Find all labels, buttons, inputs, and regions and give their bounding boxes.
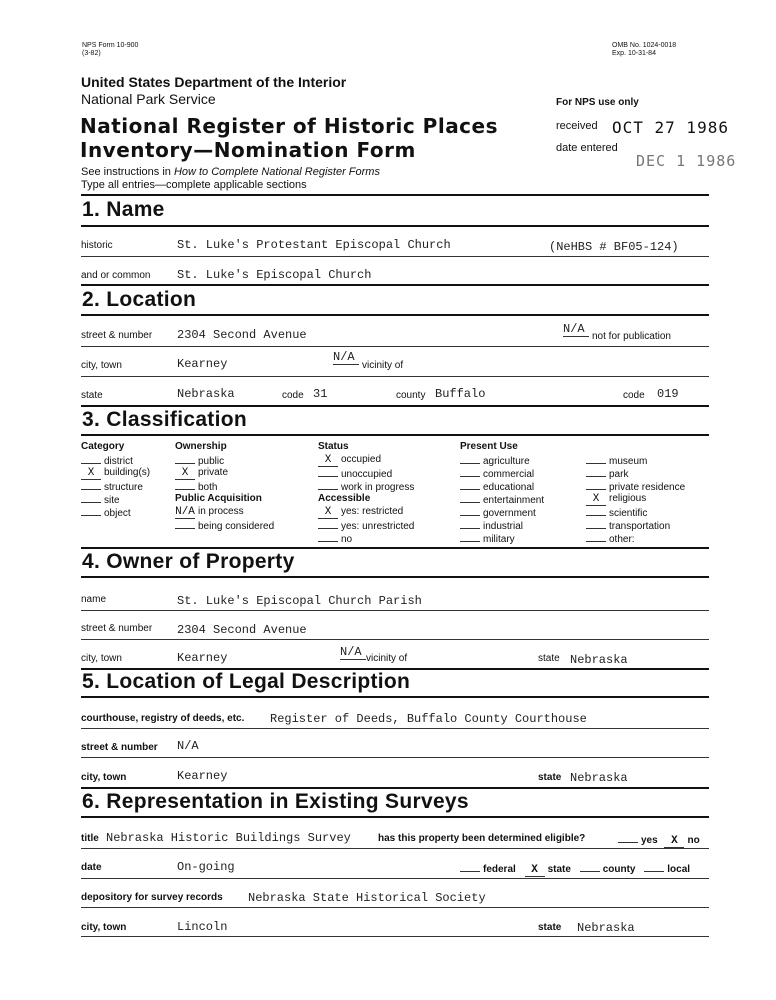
vicinity-mark: N/A xyxy=(333,350,359,365)
checkbox[interactable] xyxy=(586,454,606,464)
depository-label: depository for survey records xyxy=(81,892,223,903)
checkbox[interactable] xyxy=(318,480,338,490)
state: Nebraska xyxy=(177,387,235,401)
present-use-heading: Present Use xyxy=(460,441,518,452)
status-heading: Status xyxy=(318,441,349,452)
divider xyxy=(81,907,709,908)
depository-city: Lincoln xyxy=(177,920,228,934)
survey-date-label: date xyxy=(81,862,102,873)
checkbox[interactable]: X xyxy=(318,509,338,519)
instructions-line2: Type all entries—complete applicable sections xyxy=(81,179,307,191)
street-number-label: street & number xyxy=(81,330,153,341)
ownership-option-public[interactable] xyxy=(175,454,274,467)
owner-city: Kearney xyxy=(177,651,228,665)
checkbox[interactable]: X xyxy=(318,457,338,467)
option-label: being considered xyxy=(198,521,275,532)
option-label: museum xyxy=(609,456,648,467)
checkbox[interactable] xyxy=(460,493,480,503)
category-column xyxy=(81,441,150,519)
section1-bottom-rule xyxy=(81,225,709,227)
eligible-yes-label: yes xyxy=(641,835,658,846)
category-heading: Category xyxy=(81,441,125,452)
category-option-district[interactable] xyxy=(81,454,150,467)
checkbox[interactable] xyxy=(586,532,606,542)
option-label: commercial xyxy=(483,469,535,480)
option-label: private residence xyxy=(609,482,686,493)
checkbox[interactable] xyxy=(318,519,338,529)
acquisition-option-in-process[interactable] xyxy=(175,506,274,519)
county-code: 019 xyxy=(657,387,679,401)
option-label: unoccupied xyxy=(341,469,393,480)
checkbox[interactable] xyxy=(175,454,195,464)
category-option-structure[interactable] xyxy=(81,480,150,493)
option-label: government xyxy=(483,508,536,519)
option-label: religious xyxy=(609,493,647,504)
use-option-private-residence[interactable] xyxy=(586,480,685,493)
accessible-heading: Accessible xyxy=(318,493,371,504)
not-for-publication-mark: N/A xyxy=(563,322,589,337)
checkbox[interactable] xyxy=(586,467,606,477)
checkbox[interactable] xyxy=(460,532,480,542)
option-label: occupied xyxy=(341,454,382,465)
instructions-reference: How to Complete National Register Forms xyxy=(173,166,380,178)
option-label: other: xyxy=(609,534,635,545)
county-label: county xyxy=(396,390,426,401)
owner-street-label: street & number xyxy=(81,623,153,634)
street-address: 2304 Second Avenue xyxy=(177,328,307,342)
state-level-label: state xyxy=(547,864,571,875)
received-stamp: OCT 27 1986 xyxy=(612,118,729,137)
historic-survey-code: (NeHBS # BF05-124) xyxy=(549,240,679,254)
federal-label: federal xyxy=(483,864,516,875)
depository: Nebraska State Historical Society xyxy=(248,891,486,905)
checkbox[interactable] xyxy=(460,454,480,464)
divider xyxy=(81,376,709,377)
form-title-line1: National Register of Historic Places xyxy=(80,114,499,138)
city-town-label: city, town xyxy=(81,360,122,371)
option-label: entertainment xyxy=(483,495,545,506)
use-option-agriculture[interactable] xyxy=(460,454,544,467)
checkbox[interactable] xyxy=(460,519,480,529)
owner-name-label: name xyxy=(81,594,107,605)
county-level-label: county xyxy=(602,864,636,875)
survey-title-label: title xyxy=(81,833,99,844)
option-label: no xyxy=(341,534,353,545)
checkbox[interactable] xyxy=(460,506,480,516)
divider xyxy=(81,848,709,849)
section6-top-rule xyxy=(81,787,709,789)
option-label: industrial xyxy=(483,521,524,532)
omb-number: OMB No. 1024-0018 xyxy=(612,42,677,49)
option-label: in process xyxy=(198,506,244,517)
use-option-government[interactable] xyxy=(460,506,544,519)
state-label: state xyxy=(81,390,103,401)
courthouse-label: courthouse, registry of deeds, etc. xyxy=(81,713,245,724)
section2-heading: 2. Location xyxy=(82,288,197,311)
option-label: transportation xyxy=(609,521,671,532)
vicinity-label: vicinity of xyxy=(362,360,404,371)
present-use-column-1 xyxy=(460,441,544,545)
state-checkbox[interactable]: X xyxy=(525,867,545,877)
use-option-commercial[interactable] xyxy=(460,467,544,480)
section1-heading: 1. Name xyxy=(82,198,165,221)
accessible-option-no[interactable] xyxy=(318,532,414,545)
local-level-label: local xyxy=(667,864,691,875)
eligible-no-checkbox[interactable]: X xyxy=(664,838,684,848)
form-title-line2: Inventory—Nomination Form xyxy=(80,138,416,162)
checkbox[interactable] xyxy=(586,506,606,516)
legal-street: N/A xyxy=(177,739,199,753)
ownership-option-both[interactable] xyxy=(175,480,274,493)
date-entered-stamp: DEC 1 1986 xyxy=(636,152,737,170)
option-label: work in progress xyxy=(341,482,415,493)
county-checkbox[interactable] xyxy=(580,862,600,872)
department-name: United States Department of the Interior xyxy=(81,74,347,90)
checkbox[interactable] xyxy=(318,532,338,542)
option-label: structure xyxy=(104,482,143,493)
depository-state: Nebraska xyxy=(577,921,635,935)
section3-heading: 3. Classification xyxy=(82,408,247,431)
divider xyxy=(81,757,709,758)
federal-checkbox[interactable] xyxy=(460,862,480,872)
survey-date: On-going xyxy=(177,860,235,874)
divider xyxy=(81,639,709,640)
checkbox[interactable] xyxy=(81,480,101,490)
use-option-educational[interactable] xyxy=(460,480,544,493)
state-code: 31 xyxy=(313,387,328,401)
checkbox[interactable]: X xyxy=(586,496,606,506)
option-label: both xyxy=(198,482,218,493)
legal-state: Nebraska xyxy=(570,771,628,785)
option-label: public xyxy=(198,456,225,467)
local-checkbox[interactable] xyxy=(644,862,664,872)
city-town: Kearney xyxy=(177,357,228,371)
section3-top-rule xyxy=(81,405,709,407)
form-number: NPS Form 10-900 xyxy=(82,42,139,49)
acquisition-option-being-considered[interactable] xyxy=(175,519,274,532)
use-option-religious[interactable] xyxy=(586,493,685,506)
section4-top-rule xyxy=(81,547,709,549)
date-entered-label: date entered xyxy=(556,142,618,154)
legal-street-label: street & number xyxy=(81,742,158,753)
checkbox[interactable] xyxy=(460,480,480,490)
present-use-column-2 xyxy=(586,454,685,545)
use-option-entertainment[interactable] xyxy=(460,493,544,506)
legal-city-label: city, town xyxy=(81,772,127,783)
legal-state-label: state xyxy=(538,772,562,783)
ownership-heading: Ownership xyxy=(175,441,227,452)
courthouse-name: Register of Deeds, Buffalo County Courthouse xyxy=(270,712,587,726)
ownership-option-private[interactable] xyxy=(175,467,274,480)
option-label: scientific xyxy=(609,508,648,519)
option-label: park xyxy=(609,469,629,480)
common-name: St. Luke's Episcopal Church xyxy=(177,268,372,282)
legal-city: Kearney xyxy=(177,769,228,783)
owner-name: St. Luke's Episcopal Church Parish xyxy=(177,594,422,608)
divider xyxy=(81,256,709,257)
section4-heading: 4. Owner of Property xyxy=(82,550,295,573)
use-option-park[interactable] xyxy=(586,467,685,480)
status-option-occupied[interactable] xyxy=(318,454,414,467)
expiration: Exp. 10-31-84 xyxy=(612,50,656,57)
checkbox[interactable] xyxy=(81,454,101,464)
divider xyxy=(81,936,709,937)
instructions-line1 xyxy=(81,166,380,178)
option-label: yes: unrestricted xyxy=(341,521,415,532)
owner-city-label: city, town xyxy=(81,653,122,664)
option-label: site xyxy=(104,495,120,506)
eligible-no-label: no xyxy=(687,835,700,846)
section5-bottom-rule xyxy=(81,696,709,698)
received-label: received xyxy=(556,120,598,132)
checkbox[interactable] xyxy=(586,519,606,529)
not-for-publication-label: not for publication xyxy=(592,331,671,342)
depository-state-label: state xyxy=(538,922,562,933)
survey-title: Nebraska Historic Buildings Survey xyxy=(106,831,351,845)
status-option-work-in-progress[interactable] xyxy=(318,480,414,493)
section4-bottom-rule xyxy=(81,576,709,578)
section1-top-rule xyxy=(81,194,709,196)
section6-heading: 6. Representation in Existing Surveys xyxy=(82,790,469,813)
section2-top-rule xyxy=(81,284,709,286)
section5-heading: 5. Location of Legal Description xyxy=(82,670,411,693)
divider xyxy=(81,346,709,347)
use-option-scientific[interactable] xyxy=(586,506,685,519)
section6-bottom-rule xyxy=(81,816,709,818)
accessible-option-restricted[interactable] xyxy=(318,506,414,519)
depository-city-label: city, town xyxy=(81,922,127,933)
owner-vicinity-label: vicinity of xyxy=(366,653,408,664)
survey-level-options xyxy=(460,862,690,877)
instructions-prefix: See instructions in xyxy=(81,166,174,178)
county-code-label: code xyxy=(623,390,645,401)
historic-name: St. Luke's Protestant Episcopal Church xyxy=(177,238,451,252)
nps-use-only: For NPS use only xyxy=(556,97,639,108)
agency-name: National Park Service xyxy=(81,91,216,107)
option-label: yes: restricted xyxy=(341,506,404,517)
historic-label: historic xyxy=(81,240,113,251)
category-option-object[interactable] xyxy=(81,506,150,519)
checkbox[interactable] xyxy=(586,480,606,490)
category-option-buildings[interactable] xyxy=(81,467,150,480)
form-revision: (3-82) xyxy=(82,50,101,57)
state-code-label: code xyxy=(282,390,304,401)
use-option-museum[interactable] xyxy=(586,454,685,467)
accessible-option-unrestricted[interactable] xyxy=(318,519,414,532)
public-acquisition-heading: Public Acquisition xyxy=(175,493,262,504)
checkbox[interactable] xyxy=(175,480,195,490)
ownership-column xyxy=(175,441,274,532)
checkbox[interactable]: N/A xyxy=(175,506,195,518)
status-option-unoccupied[interactable] xyxy=(318,467,414,480)
option-label: educational xyxy=(483,482,535,493)
checkbox[interactable]: X xyxy=(175,470,195,480)
section2-bottom-rule xyxy=(81,314,709,316)
eligible-question: has this property been determined eligible? xyxy=(378,833,586,844)
checkbox[interactable]: X xyxy=(81,470,101,480)
checkbox[interactable] xyxy=(81,493,101,503)
option-label: building(s) xyxy=(104,467,151,478)
checkbox[interactable] xyxy=(318,467,338,477)
owner-street: 2304 Second Avenue xyxy=(177,623,307,637)
owner-state: Nebraska xyxy=(570,653,628,667)
eligible-yes-checkbox[interactable] xyxy=(618,833,638,843)
checkbox[interactable] xyxy=(175,519,195,529)
use-option-military[interactable] xyxy=(460,532,544,545)
eligible-options xyxy=(618,833,700,848)
option-label: agriculture xyxy=(483,456,530,467)
divider xyxy=(81,728,709,729)
divider xyxy=(81,878,709,879)
checkbox[interactable] xyxy=(81,506,101,516)
county: Buffalo xyxy=(435,387,486,401)
option-label: object xyxy=(104,508,131,519)
use-option-other[interactable] xyxy=(586,532,685,545)
option-label: district xyxy=(104,456,133,467)
use-option-transportation[interactable] xyxy=(586,519,685,532)
common-name-label: and or common xyxy=(81,270,151,281)
option-label: military xyxy=(483,534,515,545)
checkbox[interactable] xyxy=(460,467,480,477)
section3-bottom-rule xyxy=(81,434,709,436)
divider xyxy=(81,610,709,611)
owner-state-label: state xyxy=(538,653,560,664)
category-option-site[interactable] xyxy=(81,493,150,506)
option-label: private xyxy=(198,467,229,478)
use-option-industrial[interactable] xyxy=(460,519,544,532)
owner-vicinity-mark: N/A xyxy=(340,645,366,660)
status-column xyxy=(318,441,414,545)
